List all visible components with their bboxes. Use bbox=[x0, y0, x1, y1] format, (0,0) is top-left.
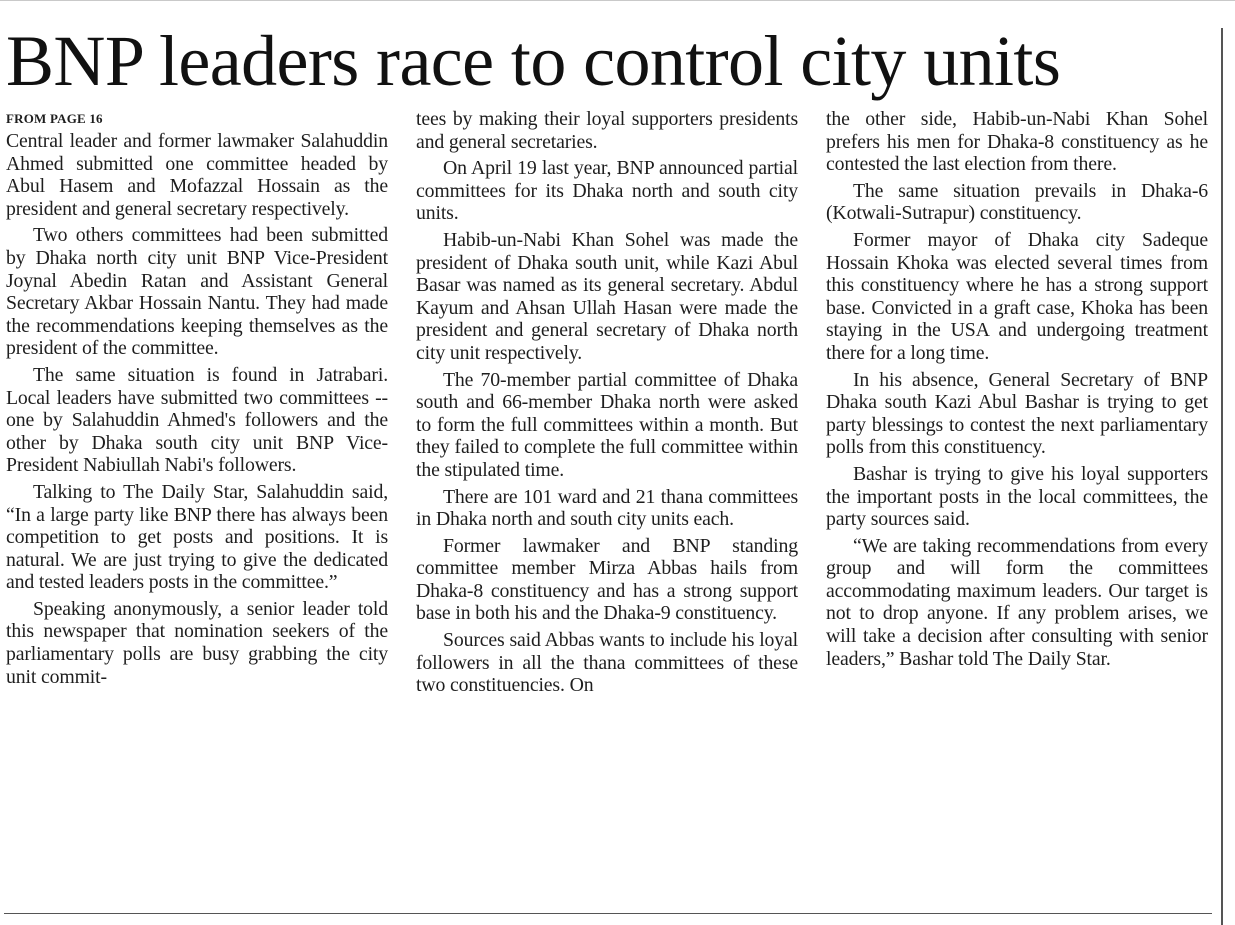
paragraph: “We are taking recommendations from every group and will form the committees accommodating maximum leaders. Our target is not to drop anyone. If any problem arises, we will take a decision after consulting with senior leaders,” Bashar told The Daily Star. bbox=[826, 534, 1208, 670]
paragraph: Habib-un-Nabi Khan Sohel was made the president of Dhaka south unit, while Kazi Abul Basar was named as its general secretary. Abdul Kayum and Ahsan Ullah Hasan were made the president and general secretary of Dhaka north city unit respectively. bbox=[416, 228, 798, 364]
continuation-kicker: FROM PAGE 16 bbox=[6, 111, 103, 126]
paragraph: Central leader and former lawmaker Salahuddin Ahmed submitted one committee headed by Abul Hasem and Mofazzal Hossain as the president and general secretary respectively. bbox=[6, 130, 388, 220]
paragraph: The 70-member partial committee of Dhaka south and 66-member Dhaka north were asked to form the full committees within a month. But they failed to complete the full committee within the stipulated time. bbox=[416, 368, 798, 481]
paragraph: In his absence, General Secretary of BNP Dhaka south Kazi Abul Bashar is trying to get party blessings to contest the next parliamentary polls from this constituency. bbox=[826, 368, 1208, 459]
top-border bbox=[0, 0, 1235, 1]
paragraph: There are 101 ward and 21 thana committees in Dhaka north and south city units each. bbox=[416, 485, 798, 531]
paragraph: The same situation is found in Jatrabari. Local leaders have submitted two committees -- one by Salahuddin Ahmed's followers and the other by Dhaka south city unit BNP Vice-President Nabiullah Nabi's followers. bbox=[6, 363, 388, 477]
paragraph: Talking to The Daily Star, Salahuddin said, “In a large party like BNP there has always been competition to get posts and positions. It is natural. We are just trying to give the dedicated and tested leaders posts in the committee.” bbox=[6, 480, 388, 594]
headline: BNP leaders race to control city units bbox=[6, 21, 1061, 101]
article-column-1 bbox=[6, 108, 388, 692]
article-column-2 bbox=[416, 108, 798, 701]
paragraph: Bashar is trying to give his loyal supporters the important posts in the local committees, the party sources said. bbox=[826, 462, 1208, 531]
paragraph: tees by making their loyal supporters presidents and general secretaries. bbox=[416, 108, 798, 153]
paragraph: Former lawmaker and BNP standing committee member Mirza Abbas hails from Dhaka-8 constituency and has a strong support base in both his and the Dhaka-9 constituency. bbox=[416, 534, 798, 625]
bottom-rule bbox=[4, 913, 1212, 914]
paragraph: The same situation prevails in Dhaka-6 (Kotwali-Sutrapur) constituency. bbox=[826, 179, 1208, 225]
right-column-rule bbox=[1221, 28, 1223, 925]
paragraph: the other side, Habib-un-Nabi Khan Sohel prefers his men for Dhaka-8 constituency as he contested the last election from there. bbox=[826, 108, 1208, 176]
article-column-3 bbox=[826, 108, 1208, 674]
paragraph: On April 19 last year, BNP announced partial committees for its Dhaka north and south city units. bbox=[416, 157, 798, 225]
paragraph: Former mayor of Dhaka city Sadeque Hossain Khoka was elected several times from this constituency where he has a strong support base. Convicted in a graft case, Khoka has been staying in the USA and undergoing treatment there for a long time. bbox=[826, 228, 1208, 364]
paragraph: Two others committees had been submitted by Dhaka north city unit BNP Vice-President Joynal Abedin Ratan and Assistant General Secretary Akbar Hossain Nantu. They had made the recommendations keeping themselves as the president of the committee. bbox=[6, 224, 388, 360]
paragraph: Speaking anonymously, a senior leader told this newspaper that nomination seekers of the parliamentary polls are busy grabbing the city unit commit- bbox=[6, 597, 388, 688]
paragraph: Sources said Abbas wants to include his loyal followers in all the thana committees of these two constituencies. On bbox=[416, 629, 798, 697]
